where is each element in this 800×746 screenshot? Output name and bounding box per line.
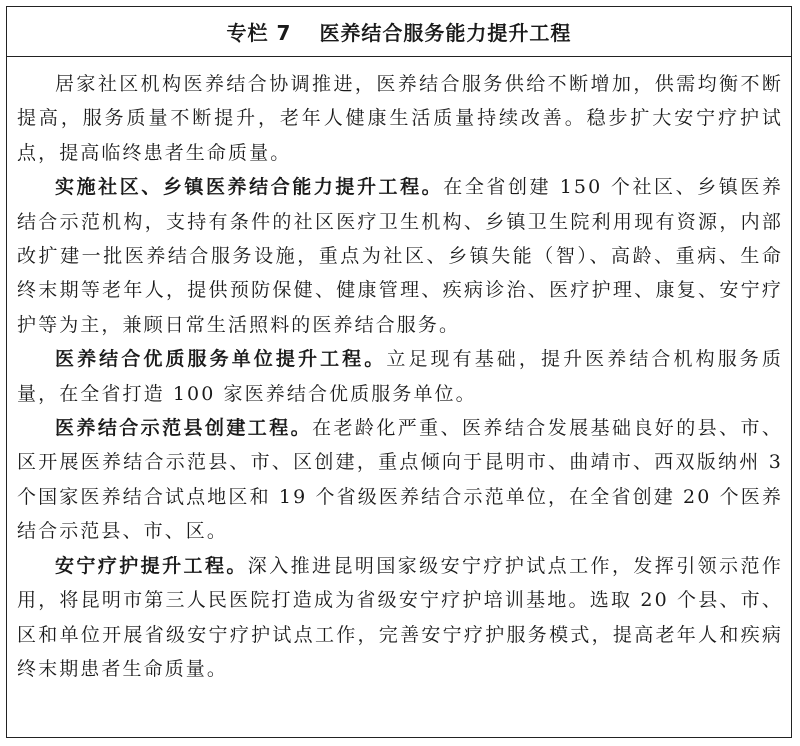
column-title-bar	[7, 7, 791, 57]
paragraph-heading: 医养结合优质服务单位提升工程。	[55, 348, 387, 371]
paragraph-text: 在全省创建 150 个社区、乡镇医养结合示范机构，支持有条件的社区医疗卫生机构、乡镇卫生院利用现有资源，内部改扩建一批医养结合服务设施，重点为社区、乡镇失能（智）、高龄、重病、生命终末期等老年人，提供预防保健、健康管理、疾病诊治、医疗护理、康复、安宁疗护等为主，兼顾日常生活照料的医养结合服务。	[17, 176, 783, 336]
paragraph-community-township	[17, 170, 783, 342]
paragraph-demonstration-county	[17, 411, 783, 549]
paragraph-text: 在老龄化严重、医养结合发展基础良好的县、市、区开展医养结合示范县、市、区创建，重点倾向于昆明市、曲靖市、西双版纳州 3 个国家医养结合试点地区和 19 个省级医养结合示范单位，在全省创建 20 个医养结合示范县、市、区。	[17, 417, 784, 543]
paragraph-hospice-care	[17, 549, 783, 687]
column-title: 医养结合服务能力提升工程	[319, 21, 572, 45]
paragraph-heading: 安宁疗护提升工程。	[55, 554, 248, 577]
paragraph-text: 立足现有基础，提升医养结合机构服务质量，在全省打造 100 家医养结合优质服务单位。	[17, 348, 783, 405]
column-number: 专栏 7	[226, 21, 292, 45]
paragraph-text: 深入推进昆明国家级安宁疗护试点工作，发挥引领示范作用，将昆明市第三人民医院打造成为省级安宁疗护培训基地。选取 20 个县、市、区和单位开展省级安宁疗护试点工作，完善安宁疗护服务模式，提高老年人和疾病终末期患者生命质量。	[17, 554, 783, 680]
paragraph-quality-service	[17, 342, 783, 411]
paragraph-heading: 实施社区、乡镇医养结合能力提升工程。	[55, 176, 444, 199]
paragraph-intro	[17, 67, 783, 170]
paragraph-text: 居家社区机构医养结合协调推进，医养结合服务供给不断增加，供需均衡不断提高，服务质量不断提升，老年人健康生活质量持续改善。稳步扩大安宁疗护试点，提高临终患者生命质量。	[17, 73, 783, 164]
column-box	[6, 6, 792, 738]
column-content	[7, 57, 791, 686]
paragraph-heading: 医养结合示范县创建工程。	[55, 417, 313, 440]
